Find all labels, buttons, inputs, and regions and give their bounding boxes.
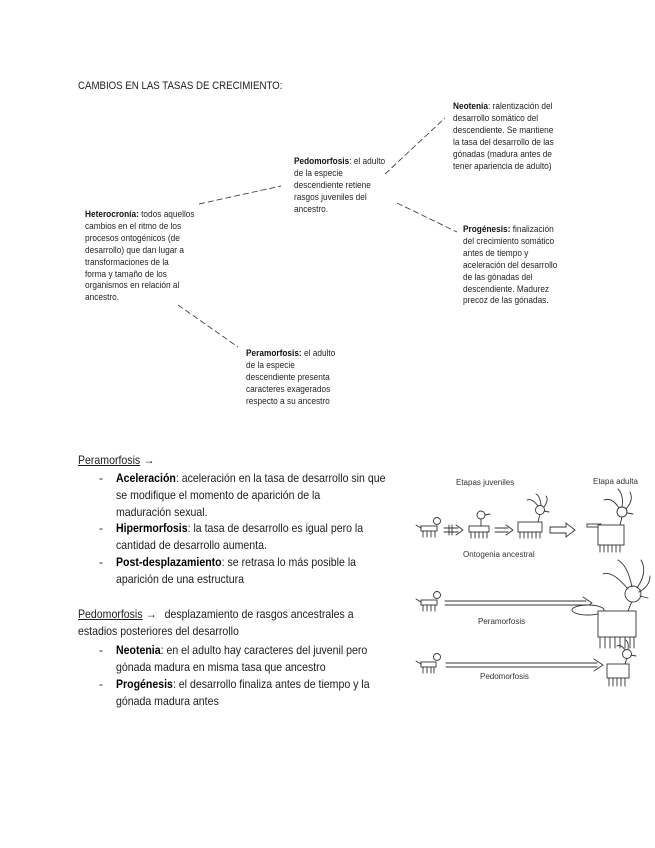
concept-heterocronia-term: Heterocronía: xyxy=(85,209,139,219)
arrow-icon: → xyxy=(146,606,157,621)
concept-heterocronia-text: organismos en relación al xyxy=(85,280,180,291)
list-item-first-line xyxy=(116,676,370,693)
concept-peramorfosis xyxy=(246,348,335,408)
concept-progenesis-text: de las gónadas del xyxy=(463,271,533,282)
creature-legs xyxy=(520,532,540,538)
concept-progenesis-term: Progénesis: xyxy=(463,224,511,234)
concept-progenesis-text: finalización xyxy=(510,224,554,234)
concept-progenesis-text: precoz de las gónadas. xyxy=(463,295,549,306)
connector-heterocronia-pedomorfosis xyxy=(199,186,281,204)
concept-heterocronia-text: cambios en el ritmo de los xyxy=(85,220,182,231)
connector-pedomorfosis-neotenia xyxy=(385,118,445,174)
list-item-text: se modifique el momento de aparición de la xyxy=(116,487,321,502)
concept-peramorfosis-text: caracteres exagerados xyxy=(246,383,331,394)
creature-crest xyxy=(527,494,547,507)
concept-neotenia xyxy=(453,101,554,172)
concept-heterocronia xyxy=(85,209,195,304)
creature-head xyxy=(477,511,485,519)
list-item-term: Hipermorfosis xyxy=(116,520,188,535)
list-item-text: : se retrasa lo más posible la xyxy=(221,554,357,569)
creature-neck xyxy=(625,658,627,664)
list-item-first-line xyxy=(116,554,356,571)
creature-legs xyxy=(423,531,435,537)
peramorfosis-juvenile xyxy=(416,592,441,612)
concept-peramorfosis-text: descendiente presenta xyxy=(246,371,330,382)
concept-heterocronia-first-line xyxy=(85,209,195,221)
creature-plate xyxy=(572,605,604,615)
label-adult-stage: Etapa adulta xyxy=(593,477,638,486)
concept-heterocronia-text: forma y tamaño de los xyxy=(85,268,167,279)
concept-heterocronia-text: transformaciones de la xyxy=(85,256,169,267)
concept-pedomorfosis-text: de la especie xyxy=(294,167,343,178)
peramorfosis-heading xyxy=(78,452,154,469)
creature-body xyxy=(421,600,437,605)
concept-heterocronia-text: ancestro. xyxy=(85,292,120,303)
growth-arrow xyxy=(444,525,463,535)
concept-pedomorfosis-text: descendiente retiene xyxy=(294,179,371,190)
creature-crest xyxy=(617,640,628,650)
concept-progenesis xyxy=(463,224,557,307)
concept-neotenia-text: : ralentización del xyxy=(487,101,553,111)
list-item-text: cantidad de desarrollo aumenta. xyxy=(116,537,267,552)
concept-heterocronia-text: todos aquellos xyxy=(138,209,195,219)
creature-crest xyxy=(603,560,650,592)
list-item-text: maduración sexual. xyxy=(116,504,208,519)
creature-tail xyxy=(416,525,421,528)
concept-neotenia-text: gónadas (madura antes de xyxy=(453,148,552,159)
page-title: CAMBIOS EN LAS TASAS DE CRECIMIENTO: xyxy=(78,80,283,92)
list-bullet: - xyxy=(99,470,103,485)
peramorfosis-heading-term: Peramorfosis xyxy=(78,452,141,467)
concept-progenesis-text: antes de tiempo y xyxy=(463,247,529,258)
creature-beak xyxy=(631,655,636,656)
creature-plate xyxy=(587,524,601,527)
peramorfosis-arrow xyxy=(445,597,592,609)
list-item-aceleracion xyxy=(116,470,385,521)
creature-tail xyxy=(416,599,421,602)
concept-pedomorfosis-text: ancestro. xyxy=(294,203,329,214)
pedomorfosis-description: estadios posteriores del desarrollo xyxy=(78,623,239,638)
concept-pedomorfosis-first-line xyxy=(294,156,385,168)
concept-peramorfosis-term: Peramorfosis: xyxy=(246,348,302,358)
concept-progenesis-text: aceleración del desarrollo xyxy=(463,259,558,270)
list-item-hipermorfosis xyxy=(116,520,363,554)
creature-neck xyxy=(628,601,632,611)
connector-pedomorfosis-progenesis xyxy=(397,203,457,232)
concept-neotenia-text: descendiente. Se mantiene xyxy=(453,124,554,135)
creature-legs xyxy=(423,667,434,673)
creature-legs xyxy=(471,532,487,538)
ancestral-juvenile-3 xyxy=(518,494,549,538)
label-ancestral-ontogeny: Ontogenia ancestral xyxy=(463,550,535,559)
pedomorfosis-arrow xyxy=(446,659,603,671)
concept-neotenia-text: desarrollo somático del xyxy=(453,112,539,123)
creature-beak xyxy=(485,514,490,515)
creature-body xyxy=(421,662,436,667)
ancestral-juvenile-1 xyxy=(416,518,441,538)
creature-legs xyxy=(600,545,620,552)
label-juvenile-stages: Etapas juveniles xyxy=(456,478,515,487)
list-item-text: : aceleración en la tasa de desarrollo sin que xyxy=(175,470,386,485)
creature-neck xyxy=(620,517,622,525)
list-item-first-line xyxy=(116,470,385,487)
list-item-text: : en el adulto hay caracteres del juvenil pero xyxy=(160,642,368,657)
ancestral-juvenile-2 xyxy=(469,511,490,538)
creature-head xyxy=(434,518,441,525)
creature-body xyxy=(607,664,629,678)
arrow-icon: → xyxy=(143,452,155,467)
list-item-text: aparición de una estructura xyxy=(116,571,244,586)
creature-legs xyxy=(423,605,435,611)
list-item-progenesis xyxy=(116,676,370,710)
concept-peramorfosis-text: el adulto xyxy=(301,348,336,358)
creature-head xyxy=(617,507,627,517)
list-item-first-line xyxy=(116,642,367,659)
concept-progenesis-first-line xyxy=(463,224,557,236)
concept-progenesis-text: del crecimiento somático xyxy=(463,235,555,246)
growth-arrow xyxy=(550,523,575,537)
creature-beak xyxy=(544,511,549,512)
list-item-text: : la tasa de desarrollo es igual pero la xyxy=(187,520,364,535)
creature-body xyxy=(518,522,542,532)
list-item-post-desplazamiento xyxy=(116,554,356,588)
concept-neotenia-first-line xyxy=(453,101,554,113)
pedomorfosis-description: desplazamiento de rasgos ancestrales a xyxy=(164,606,354,621)
list-item-text: gónada madura en misma tasa que ancestro xyxy=(116,659,326,674)
pedomorfosis-heading-term: Pedomorfosis xyxy=(78,606,143,621)
creature-body xyxy=(469,526,489,532)
concept-pedomorfosis-text: : el adulto xyxy=(349,156,386,166)
connector-heterocronia-peramorfosis xyxy=(178,305,238,347)
creature-tail xyxy=(416,661,421,664)
concept-pedomorfosis xyxy=(294,156,385,216)
list-bullet: - xyxy=(99,520,103,535)
creature-head xyxy=(536,506,545,515)
label-peramorfosis: Peramorfosis xyxy=(478,617,526,626)
list-bullet: - xyxy=(99,642,103,657)
creature-legs xyxy=(609,678,625,686)
creature-body xyxy=(598,525,624,545)
peramorfosis-adult xyxy=(572,560,650,648)
label-pedomorfosis: Pedomorfosis xyxy=(480,672,529,681)
creature-beak xyxy=(640,596,648,598)
creature-head xyxy=(625,586,641,602)
concept-progenesis-text: descendiente. Madurez xyxy=(463,283,550,294)
pedomorfosis-heading xyxy=(78,606,354,640)
creature-body xyxy=(598,611,636,637)
creature-head xyxy=(434,654,441,661)
creature-legs xyxy=(600,637,634,648)
concept-pedomorfosis-term: Pedomorfosis xyxy=(294,156,350,166)
concept-neotenia-term: Neotenia xyxy=(453,101,488,111)
pedomorfosis-juvenile xyxy=(416,654,441,674)
creature-head xyxy=(434,592,441,599)
concept-heterocronia-text: desarrollo) que dan lugar a xyxy=(85,244,184,255)
concept-neotenia-text: tener apariencia de adulto) xyxy=(453,160,552,171)
list-item-text: gónada madura antes xyxy=(116,693,219,708)
concept-peramorfosis-text: respecto a su ancestro xyxy=(246,395,330,406)
concept-neotenia-text: la tasa del desarrollo de las xyxy=(453,136,554,147)
creature-body xyxy=(421,526,437,531)
list-item-text: : el desarrollo finaliza antes de tiempo y la xyxy=(172,676,370,691)
list-bullet: - xyxy=(99,554,103,569)
list-item-term: Neotenia xyxy=(116,642,161,657)
list-bullet: - xyxy=(99,676,103,691)
list-item-term: Aceleración xyxy=(116,470,176,485)
list-item-term: Progénesis xyxy=(116,676,173,691)
creature-beak xyxy=(627,513,633,514)
creature-neck xyxy=(538,514,540,522)
concept-pedomorfosis-text: rasgos juveniles del xyxy=(294,191,367,202)
concept-peramorfosis-text: de la especie xyxy=(246,359,295,370)
ancestral-adult xyxy=(587,489,633,552)
list-item-term: Post-desplazamiento xyxy=(116,554,222,569)
growth-arrow xyxy=(495,525,513,535)
concept-heterocronia-text: procesos ontogénicos (de xyxy=(85,232,180,243)
list-item-first-line xyxy=(116,520,363,537)
list-item-neotenia xyxy=(116,642,367,676)
pedomorfosis-adult xyxy=(607,640,636,686)
creature-crest xyxy=(604,489,631,509)
concept-peramorfosis-first-line xyxy=(246,348,335,360)
creature-head xyxy=(623,650,632,659)
